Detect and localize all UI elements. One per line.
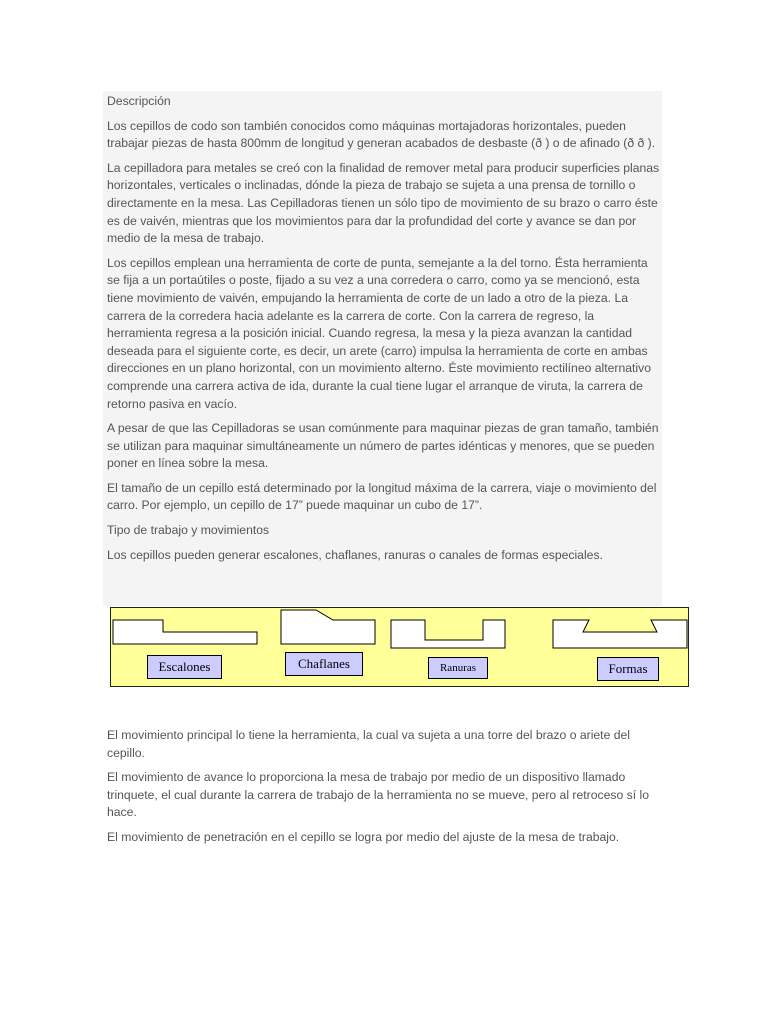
paragraph: La cepilladora para metales se creó con la finalidad de remover metal para producir superficies planas horizontales, verticales o inclinadas, dónde la pieza de trabajo se sujeta a una prensa de tornillo o directamente en la mesa. Las Cepilladoras tienen un sólo tipo de movimiento de su brazo o carro éste es de vaivén, mientras que los movimientos para dar la profundidad del corte y avance se dan por medio de la mesa de trabajo. bbox=[107, 160, 660, 246]
paragraph: A pesar de que las Cepilladoras se usan comúnmente para maquinar piezas de gran tamaño, también se utilizan para maquinar simultáneamente un número de partes idénticas y menores, que se pueden poner en línea sobre la mesa. bbox=[107, 421, 659, 471]
description-section bbox=[107, 93, 662, 571]
movements-section bbox=[107, 727, 662, 854]
paragraph: El movimiento de penetración en el cepillo se logra por medio del ajuste de la mesa de trabajo. bbox=[107, 829, 620, 844]
intro-text: Los cepillos pueden generar escalones, chaflanes, ranuras o canales de formas especiales. bbox=[107, 547, 603, 562]
label-formas: Formas bbox=[597, 657, 659, 681]
paragraph: Los cepillos emplean una herramienta de corte de punta, semejante a la del torno. Ésta herramienta se fija a un portaútiles o poste, fijado a su vez a una corredera o carro, como ya se mencionó, esta tiene movimiento de vaivén, empujando la herramienta de corte de un lado a otro de la pieza. La carrera de la corredera hacia adelante es la carrera de corte. Con la carrera de regreso, la herramienta regresa a la posición inicial. Cuando regresa, la mesa y la pieza avanzan la cantidad deseada para el siguiente corte, es decir, un arete (carro) impulsa la herramienta de corte en ambas direcciones en un plano horizontal, con un movimiento alterno. Éste movimiento rectilíneo alternativo comprende una carrera activa de ida, durante la cual tiene lugar el arranque de viruta, la carrera de retorno pasiva en vacío. bbox=[107, 255, 651, 411]
chaflanes-profile bbox=[281, 610, 375, 644]
paragraph: El movimiento de avance lo proporciona la mesa de trabajo por medio de un dispositivo llamado trinquete, el cual durante la carrera de trabajo de la herramienta no se mueve, pero al retroceso sí lo hace. bbox=[107, 770, 649, 820]
section-title: Descripción bbox=[107, 94, 171, 108]
label-ranuras: Ranuras bbox=[428, 657, 488, 679]
subsection-title: Tipo de trabajo y movimientos bbox=[107, 523, 270, 538]
escalones-profile bbox=[113, 620, 257, 644]
ranuras-profile bbox=[391, 620, 505, 648]
label-escalones: Escalones bbox=[147, 655, 222, 679]
paragraph: Los cepillos de codo son también conocidos como máquinas mortajadoras horizontales, pueden trabajar piezas de hasta 800mm de longitud y generan acabados de desbaste (ð ) o de afinado (ð ð ). bbox=[107, 118, 656, 151]
formas-profile bbox=[553, 620, 687, 648]
paragraph: El tamaño de un cepillo está determinado por la longitud máxima de la carrera, viaje o movimiento del carro. Por ejemplo, un cepillo de 17” puede maquinar un cubo de 17”. bbox=[107, 480, 657, 513]
paragraph: El movimiento principal lo tiene la herramienta, la cual va sujeta a una torre del brazo o ariete del cepillo. bbox=[107, 728, 630, 760]
work-types-diagram bbox=[110, 607, 689, 687]
label-chaflanes: Chaflanes bbox=[285, 652, 363, 676]
